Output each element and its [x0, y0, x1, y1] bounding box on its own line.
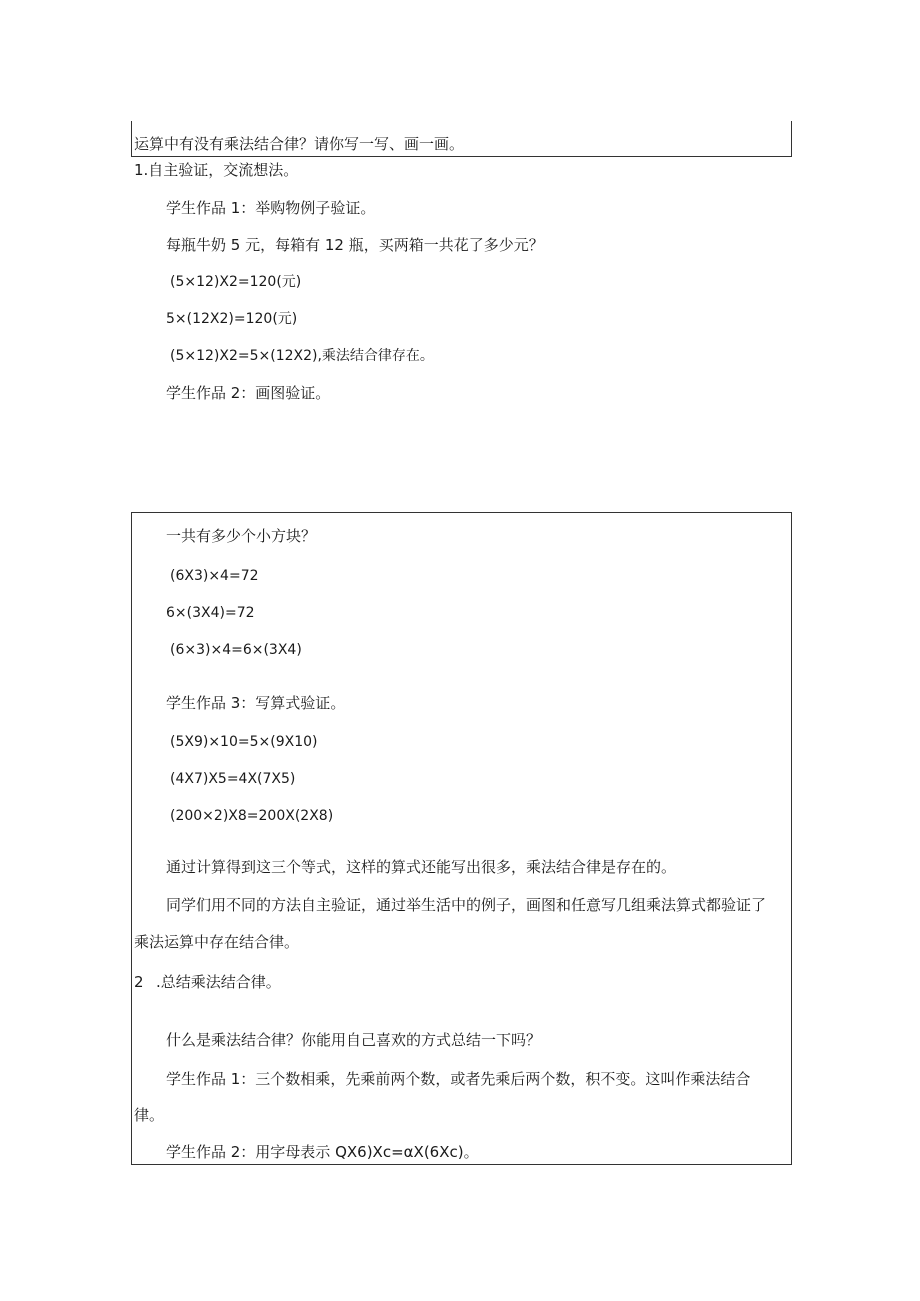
work1-title: 学生作品 1：举购物例子验证。 — [166, 199, 376, 217]
student-summary-1-line-2: 律。 — [134, 1106, 165, 1124]
top-question: 运算中有没有乘法结合律？请你写一写、画一画。 — [134, 135, 465, 153]
work1-equation-3: (5×12)X2=5×(12X2),乘法结合律存在。 — [170, 348, 434, 364]
equation-3: (6×3)×4=6×(3X4) — [170, 642, 302, 658]
equation-5: (4X7)X5=4X(7X5) — [170, 771, 296, 787]
work3-title: 学生作品 3：写算式验证。 — [166, 694, 346, 712]
summary-paragraph-line-2: 乘法运算中存在结合律。 — [134, 933, 300, 951]
section2-heading: .总结乘法结合律。 — [156, 973, 281, 991]
summary-paragraph-line-1: 同学们用不同的方法自主验证，通过举生活中的例子，画图和任意写几组乘法算式都验证了 — [166, 896, 767, 914]
student-summary-1-line-1: 学生作品 1：三个数相乘，先乘前两个数，或者先乘后两个数，积不变。这叫作乘法结合 — [166, 1070, 751, 1088]
equation-1: (6X3)×4=72 — [170, 568, 259, 584]
work1-equation-2: 5×(12X2)=120(元) — [166, 311, 298, 327]
cube-question: 一共有多少个小方块？ — [166, 527, 317, 545]
equation-6: (200×2)X8=200X(2X8) — [170, 808, 334, 824]
summary-question: 什么是乘法结合律？你能用自己喜欢的方式总结一下吗？ — [166, 1031, 542, 1049]
conclusion-paragraph: 通过计算得到这三个等式，这样的算式还能写出很多，乘法结合律是存在的。 — [166, 858, 677, 876]
work2-title: 学生作品 2：画图验证。 — [166, 384, 331, 402]
work1-equation-1: (5×12)X2=120(元) — [170, 274, 302, 290]
section1-heading: 1.自主验证，交流想法。 — [134, 161, 299, 179]
student-summary-2: 学生作品 2：用字母表示 QX6)Xc=αX(6Xc)。 — [166, 1143, 479, 1161]
equation-4: (5X9)×10=5×(9X10) — [170, 734, 318, 750]
section2-number: 2 — [134, 973, 144, 991]
equation-2: 6×(3X4)=72 — [166, 605, 255, 621]
work1-problem: 每瓶牛奶 5 元，每箱有 12 瓶，买两箱一共花了多少元？ — [166, 236, 544, 254]
